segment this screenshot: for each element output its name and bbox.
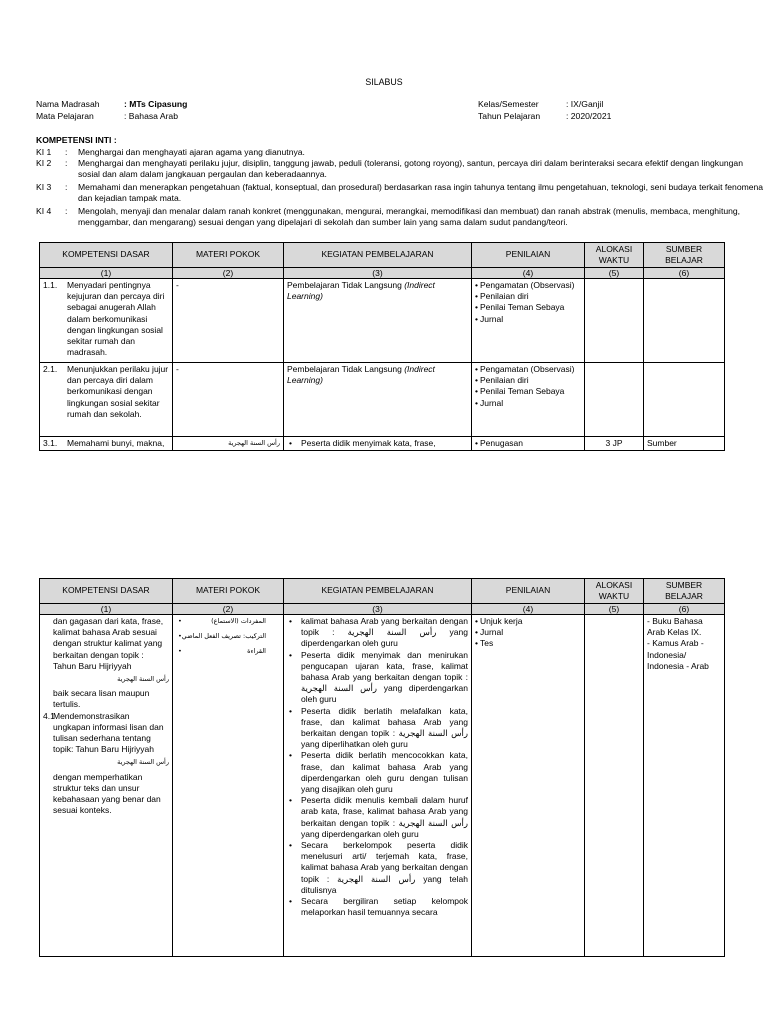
col-number: (2) <box>173 604 284 615</box>
kd-number: 1.1. <box>43 280 58 290</box>
list-item: - Buku Bahasa Arab Kelas IX. <box>647 616 703 638</box>
materi-cell: - <box>173 279 284 363</box>
col-number: (3) <box>284 604 472 615</box>
kegiatan-cell <box>284 437 472 451</box>
header-sumber-belajar: SUMBER BELAJAR <box>644 579 725 604</box>
mapel-label: Mata Pelajaran <box>36 111 94 121</box>
alokasi-cell <box>585 615 644 957</box>
list-item: • Peserta didik menulis kembali dalam huruf arab kata, frase, kalimat bahasa Arab yang berkaitan dengan topik : رأس السنة الهجرية yang diperdengarkan oleh guru <box>287 795 468 840</box>
kegiatan-cell <box>284 615 472 957</box>
col-number: (2) <box>173 268 284 279</box>
col-number: (1) <box>40 604 173 615</box>
list-item: • Peserta didik menyimak kata, frase, <box>287 438 468 449</box>
kegiatan-italic: (Indirect Learning) <box>287 280 435 302</box>
kd-text: Mendemonstrasikan ungkapan informasi lisan dan tulisan sederhana tentang topik: Tahun Baru Hijriyyah <box>53 710 164 755</box>
list-item: • Peserta didik menyimak dan menirukan pengucapan ujaran kata, frase, kalimat bahasa Arab yang berkaitan dengan topik : رأس السنة الهجرية yang diperdengarkan oleh guru <box>287 650 468 706</box>
kegiatan-cell <box>284 363 472 437</box>
ki-2-text: Menghargai dan menghayati perilaku jujur, disiplin, tanggung jawab, peduli (toleransi, gotong royong), santun, percaya diri dalam berinteraksi secara efektif dengan lingkungan sosial dan alam dalam jangkauan pergaulan dan keberadaannya. <box>78 158 743 180</box>
mapel-value: : Bahasa Arab <box>124 111 178 121</box>
header-sumber-belajar: SUMBER BELAJAR <box>644 243 725 268</box>
kd-text: Memahami bunyi, makna, <box>67 438 165 448</box>
alokasi-cell <box>585 363 644 437</box>
list-item: • المفردات (الاستماع) <box>176 616 280 631</box>
list-item: • kalimat bahasa Arab yang berkaitan dengan topik : رأس السنة الهجرية yang diperdengarkan oleh guru <box>287 616 468 650</box>
kd-number: 3.1. <box>43 438 58 448</box>
header-alokasi-waktu: ALOKASI WAKTU <box>585 243 644 268</box>
materi-cell: - <box>173 363 284 437</box>
kegiatan-italic: (Indirect Learning) <box>287 364 435 386</box>
kd-arabic: رأس السنة الهجرية <box>117 758 169 767</box>
header-penilaian: PENILAIAN <box>472 579 585 604</box>
list-item: • Penilai Teman Sebaya <box>475 386 581 397</box>
alokasi-cell: 3 JP <box>585 437 644 451</box>
penilaian-cell <box>472 363 585 437</box>
tahun-value: : 2020/2021 <box>566 111 612 121</box>
kegiatan-text: Pembelajaran Tidak Langsung <box>287 280 405 290</box>
list-item: • Penilai Teman Sebaya <box>475 302 581 313</box>
kd-cell <box>40 363 173 437</box>
list-item: • Jurnal <box>475 314 581 325</box>
header-kegiatan: KEGIATAN PEMBELAJARAN <box>284 243 472 268</box>
sumber-cell <box>644 363 725 437</box>
syllabus-table-1 <box>39 242 725 451</box>
table-row <box>40 437 725 451</box>
kd-text: Menyadari pentingnya kejujuran dan percaya diri sebagai anugerah Allah dalam berkomunikasi dengan lingkungan sosial sekitar rumah dan madrasah. <box>67 280 165 358</box>
list-item: • Peserta didik berlatih melafalkan kata, frase, dan kalimat bahasa Arab yang berkaitan dengan topik : رأس السنة الهجرية yang diperlihatkan oleh guru <box>287 706 468 751</box>
kd-cell <box>40 279 173 363</box>
kelas-label: Kelas/Semester <box>478 99 539 109</box>
list-item: - Kamus Arab - Indonesia/ Indonesia - Arab <box>647 638 709 671</box>
kelas-value: : IX/Ganjil <box>566 99 604 109</box>
col-number: (4) <box>472 268 585 279</box>
kd-text: Menunjukkan perilaku jujur dan percaya diri dalam berkomunikasi dengan lingkungan sosial sekitar rumah dan sekolah. <box>67 364 169 419</box>
table-row <box>40 279 725 363</box>
page-title: SILABUS <box>365 77 403 87</box>
ki-colon: : <box>65 206 68 216</box>
ki-3-label: KI 3 <box>36 182 52 192</box>
header-alokasi-waktu: ALOKASI WAKTU <box>585 579 644 604</box>
sumber-cell <box>644 615 725 957</box>
kd-number: 2.1. <box>43 364 58 374</box>
materi-cell <box>173 615 284 957</box>
kd-text: dan gagasan dari kata, frase, kalimat bahasa Arab sesuai dengan struktur kalimat yang berkaitan dengan topik : Tahun Baru Hijriyyah <box>53 616 164 671</box>
list-item: • Pengamatan (Observasi) <box>475 364 581 375</box>
kd-number: 4.1 <box>43 710 55 721</box>
list-item: • Jurnal <box>475 627 581 638</box>
list-item: • Jurnal <box>475 398 581 409</box>
kd-arabic: رأس السنة الهجرية <box>117 675 169 684</box>
ki-4-text: Mengolah, menyaji dan menalar dalam ranah konkret (menggunakan, mengurai, merangkai, memodifikasi dan membuat) dan ranah abstrak (menulis, membaca, menghitung, menggambar, dan mengarang) sesuai dengan yang dipelajari di sekolah dan sumber lain yang sama dalam sudut pandang/teori. <box>78 206 741 228</box>
ki-4-label: KI 4 <box>36 206 52 216</box>
kegiatan-cell <box>284 279 472 363</box>
ki-colon: : <box>65 158 68 168</box>
table-row <box>40 615 725 957</box>
col-number: (4) <box>472 604 585 615</box>
list-item: • القراءة <box>176 646 280 661</box>
penilaian-cell <box>472 615 585 957</box>
header-penilaian: PENILAIAN <box>472 243 585 268</box>
list-item: • Secara berkelompok peserta didik menelusuri arti/ terjemah kata, frase, kalimat bahasa Arab yang berkaitan dengan topik : رأس السنة الهجرية yang telah ditulisnya <box>287 840 468 896</box>
list-item: • Penilaian diri <box>475 375 581 386</box>
kd-cell <box>40 437 173 451</box>
tahun-label: Tahun Pelajaran <box>478 111 541 121</box>
sumber-cell: Sumber <box>644 437 725 451</box>
col-number: (1) <box>40 268 173 279</box>
col-number: (6) <box>644 604 725 615</box>
ki-1-label: KI 1 <box>36 147 52 157</box>
list-item: • Unjuk kerja <box>475 616 581 627</box>
col-number: (3) <box>284 268 472 279</box>
materi-cell: رأس السنة الهجرية <box>173 437 284 451</box>
ki-colon: : <box>65 147 68 157</box>
ki-2-label: KI 2 <box>36 158 52 168</box>
header-kegiatan: KEGIATAN PEMBELAJARAN <box>284 579 472 604</box>
kd-cell <box>40 615 173 957</box>
list-item: • Penilaian diri <box>475 291 581 302</box>
penilaian-cell <box>472 279 585 363</box>
header-materi-pokok: MATERI POKOK <box>173 243 284 268</box>
list-item: • Penugasan <box>475 438 581 449</box>
alokasi-cell <box>585 279 644 363</box>
kd-text: dengan memperhatikan struktur teks dan unsur kebahasaan yang benar dan sesuai konteks. <box>53 771 161 816</box>
header-materi-pokok: MATERI POKOK <box>173 579 284 604</box>
list-item: • Pengamatan (Observasi) <box>475 280 581 291</box>
madrasah-label: Nama Madrasah <box>36 99 100 109</box>
ki-heading: KOMPETENSI INTI : <box>36 135 117 145</box>
list-item: • Tes <box>475 638 581 649</box>
sumber-cell <box>644 279 725 363</box>
header-kompetensi-dasar: KOMPETENSI DASAR <box>40 243 173 268</box>
col-number: (5) <box>585 268 644 279</box>
ki-colon: : <box>65 182 68 192</box>
kd-text: baik secara lisan maupun tertulis. <box>53 688 150 710</box>
list-item: • Secara bergiliran setiap kelompok melaporkan hasil temuannya secara <box>287 896 468 918</box>
col-number: (6) <box>644 268 725 279</box>
ki-3-text: Memahami dan menerapkan pengetahuan (faktual, konseptual, dan prosedural) berdasarkan rasa ingin tahunya tentang ilmu pengetahuan, teknologi, seni budaya terkait fenomena dan kejadian tampak mata. <box>78 182 764 204</box>
kegiatan-text: Pembelajaran Tidak Langsung <box>287 364 405 374</box>
col-number: (5) <box>585 604 644 615</box>
ki-1-text: Menghargai dan menghayati ajaran agama yang dianutnya. <box>78 147 305 157</box>
list-item: • التركيب: تصريف الفعل الماضي <box>176 631 280 646</box>
table-row <box>40 363 725 437</box>
madrasah-value: : MTs Cipasung <box>124 99 188 109</box>
header-kompetensi-dasar: KOMPETENSI DASAR <box>40 579 173 604</box>
syllabus-table-2 <box>39 578 725 957</box>
penilaian-cell <box>472 437 585 451</box>
list-item: • Peserta didik berlatih mencocokkan kata, frase, dan kalimat bahasa Arab yang diperdengarkan oleh guru dengan tulisan yang disajikan oleh guru <box>287 750 468 795</box>
